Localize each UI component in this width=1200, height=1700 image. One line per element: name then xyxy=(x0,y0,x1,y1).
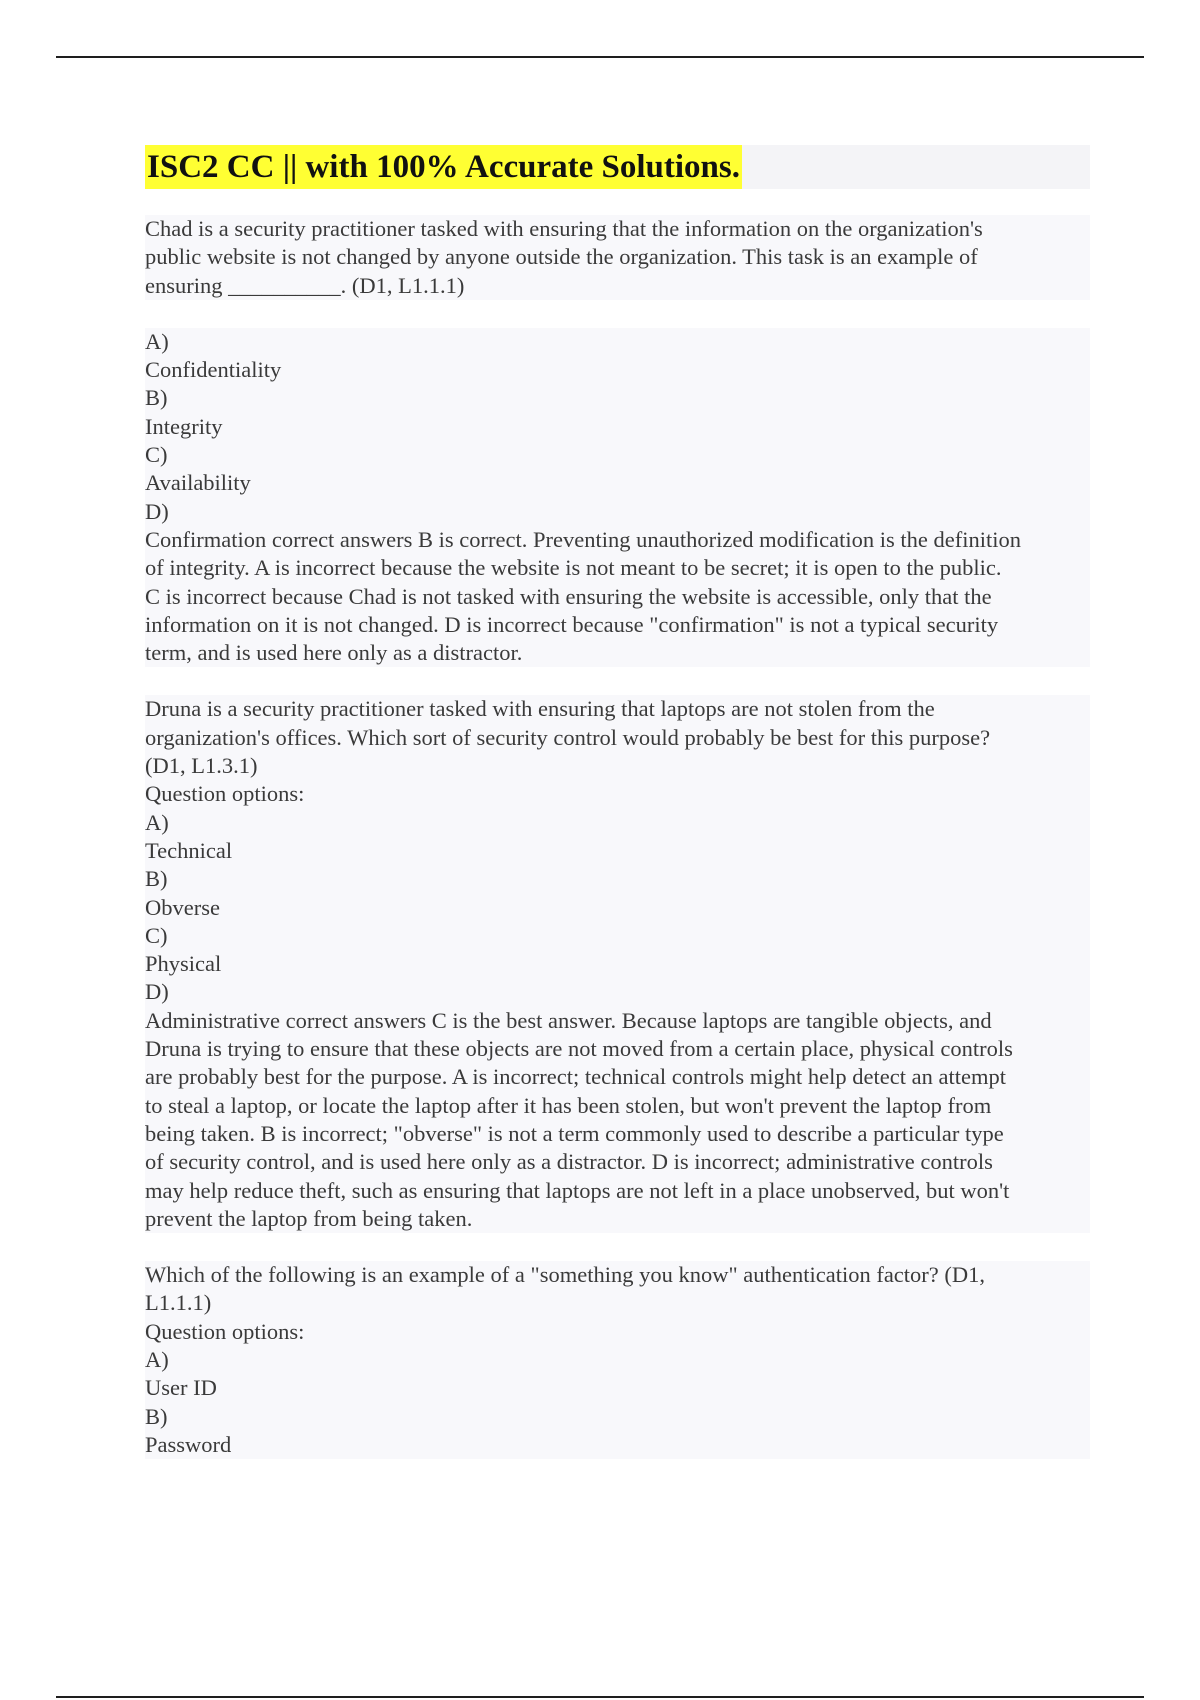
answer-line: Confirmation correct answers B is correct. Preventing unauthorized modification is the definition xyxy=(145,526,1022,552)
question-3-options xyxy=(145,1346,1090,1459)
answer-line: term, and is used here only as a distractor. xyxy=(145,640,523,666)
document-title: ISC2 CC || with 100% Accurate Solutions. xyxy=(145,145,742,189)
answer-line: of security control, and is used here only as a distractor. D is incorrect; administrative controls xyxy=(145,1149,993,1175)
answer-line: information on it is not changed. D is incorrect because "confirmation" is not a typical security xyxy=(145,611,999,637)
option-line: B) xyxy=(145,385,168,411)
option-line: B) xyxy=(145,866,168,892)
question-2-options xyxy=(145,809,1090,1007)
top-rule xyxy=(56,56,1144,58)
option-line: A) xyxy=(145,809,169,835)
question-1-answer xyxy=(145,526,1090,667)
option-line: Confidentiality xyxy=(145,357,282,383)
paragraph-gap xyxy=(145,1233,1090,1261)
question-2-stem xyxy=(145,695,1090,808)
question-3-stem xyxy=(145,1261,1090,1346)
option-line: Password xyxy=(145,1431,232,1457)
option-line: Technical xyxy=(145,837,233,863)
option-line: D) xyxy=(145,498,169,524)
question-3-line: Which of the following is an example of a "something you know" authentication factor? (D1, xyxy=(145,1262,986,1288)
title-band xyxy=(145,145,1090,189)
question-2-line: (D1, L1.3.1) xyxy=(145,753,258,779)
question-1-line: Chad is a security practitioner tasked with ensuring that the information on the organization's xyxy=(145,216,983,241)
option-line: D) xyxy=(145,979,169,1005)
question-2-line: Druna is a security practitioner tasked with ensuring that laptops are not stolen from the xyxy=(145,696,935,722)
answer-line: of integrity. A is incorrect because the website is not meant to be secret; it is open to the public. xyxy=(145,555,1002,581)
option-line: Integrity xyxy=(145,413,223,439)
option-line: C) xyxy=(145,922,168,948)
question-2-line: organization's offices. Which sort of security control would probably be best for this purpose? xyxy=(145,724,991,750)
option-line: Obverse xyxy=(145,894,220,920)
option-line: Physical xyxy=(145,951,222,977)
answer-line: Druna is trying to ensure that these objects are not moved from a certain place, physical controls xyxy=(145,1036,1013,1062)
question-1-line: ensuring __________. (D1, L1.1.1) xyxy=(145,272,465,298)
question-1-stem xyxy=(145,215,1090,300)
answer-line: being taken. B is incorrect; "obverse" is not a term commonly used to describe a particular type xyxy=(145,1120,1004,1146)
question-2-line: Question options: xyxy=(145,781,305,807)
question-3-line: Question options: xyxy=(145,1318,305,1344)
paragraph-gap xyxy=(145,667,1090,695)
answer-line: are probably best for the purpose. A is incorrect; technical controls might help detect an attempt xyxy=(145,1064,1006,1090)
question-3-line: L1.1.1) xyxy=(145,1290,212,1316)
answer-line: may help reduce theft, such as ensuring that laptops are not left in a place unobserved, but won't xyxy=(145,1177,1010,1203)
answer-line: Administrative correct answers C is the best answer. Because laptops are tangible objects, and xyxy=(145,1007,992,1033)
paragraph-gap xyxy=(145,300,1090,328)
document-content xyxy=(145,145,1090,1459)
option-line: User ID xyxy=(145,1375,217,1401)
option-line: C) xyxy=(145,442,168,468)
question-1-options xyxy=(145,328,1090,526)
answer-line: to steal a laptop, or locate the laptop after it has been stolen, but won't prevent the laptop from xyxy=(145,1092,992,1118)
question-1-line: public website is not changed by anyone outside the organization. This task is an example of xyxy=(145,244,978,270)
answer-line: prevent the laptop from being taken. xyxy=(145,1205,473,1231)
option-line: A) xyxy=(145,1346,169,1372)
question-2-answer xyxy=(145,1007,1090,1233)
option-line: A) xyxy=(145,328,169,354)
answer-line: C is incorrect because Chad is not tasked with ensuring the website is accessible, only that the xyxy=(145,583,992,609)
option-line: B) xyxy=(145,1403,168,1429)
option-line: Availability xyxy=(145,470,251,496)
bottom-rule xyxy=(56,1696,1144,1698)
